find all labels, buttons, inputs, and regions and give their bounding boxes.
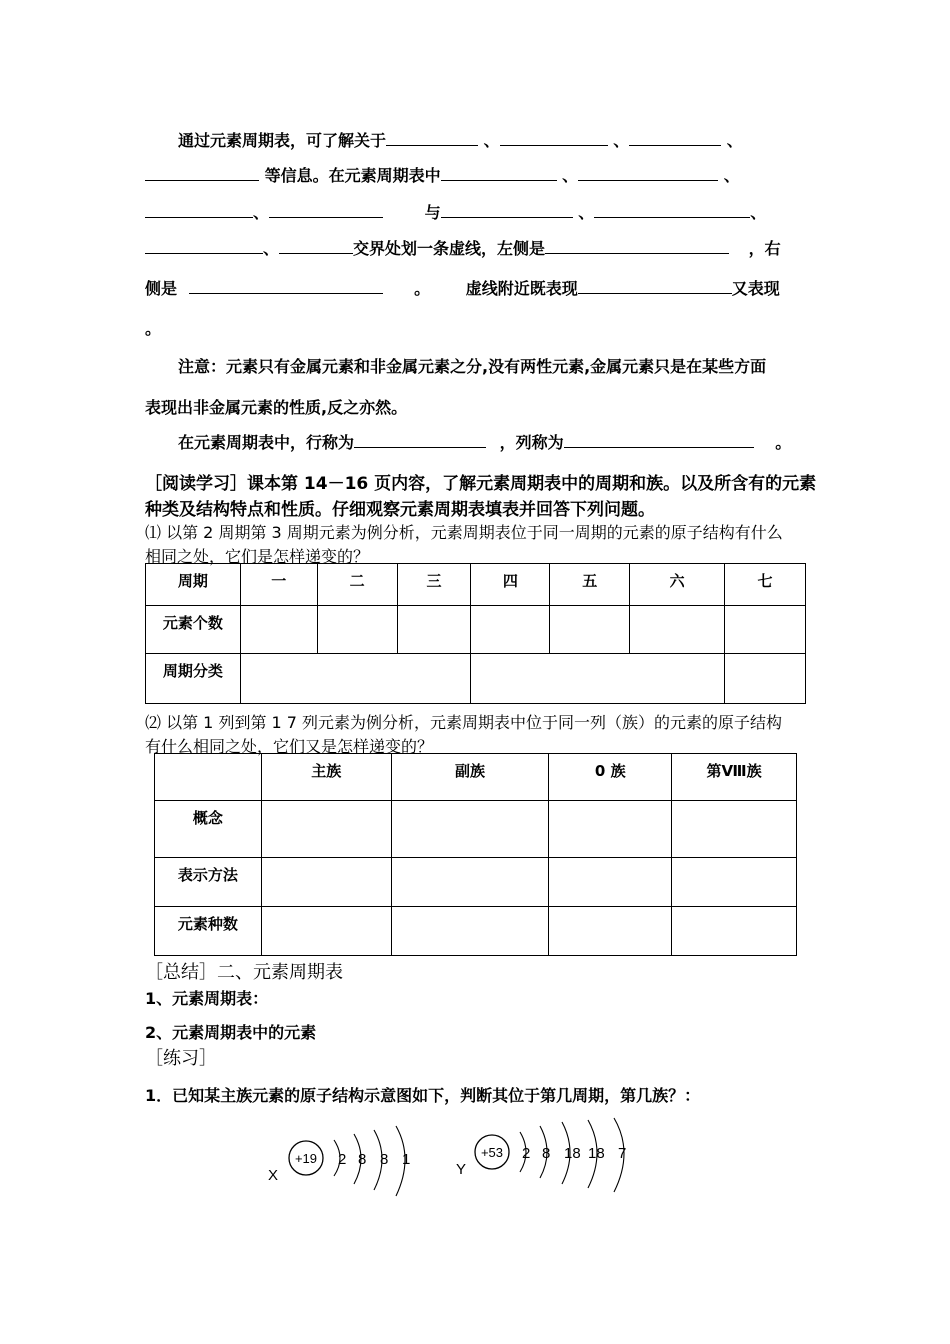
intro-text: 交界处划一条虚线，左侧是 [353,239,546,258]
blank[interactable] [145,238,263,254]
intro-line-3 [145,200,805,223]
shell-electrons: 8 [358,1151,367,1168]
shell-electrons: 2 [522,1145,531,1162]
atom-x-label: X [268,1167,279,1184]
answer-cell[interactable] [261,907,391,956]
blank[interactable] [441,165,557,181]
summary-item-1: 1、元素周期表： [145,989,269,1008]
summary-title: ［总结］二、元素周期表 [145,962,343,983]
blank[interactable] [500,130,608,146]
separator: 、 [483,131,500,150]
intro-text: ，右 [748,239,781,258]
reading-line-2: 种类及结构特点和性质。仔细观察元素周期表填表并回答下列问题。 [145,500,655,520]
separator: 、 [253,203,270,222]
separator: 、 [613,131,630,150]
atom-y-label: Y [456,1161,467,1178]
atom-y-nucleus-charge: +53 [480,1145,504,1160]
atom-x-diagram [262,1120,432,1200]
answer-cell[interactable] [549,858,672,907]
blank[interactable] [145,165,259,181]
blank[interactable] [279,238,353,254]
period-header: 三 [397,564,471,606]
shell-electrons: 7 [618,1145,627,1162]
answer-cell[interactable] [317,606,397,654]
blank[interactable] [189,278,383,294]
intro-line-4 [145,236,805,259]
intro-text: 通过元素周期表，可了解关于 [178,131,387,150]
answer-cell[interactable] [549,907,672,956]
q1-line-2: 相同之处，它们是怎样递变的？ [145,547,370,566]
row-label: 表示方法 [155,858,262,907]
separator: 、 [263,239,280,258]
shell-electrons: 18 [588,1145,605,1162]
blank[interactable] [578,278,732,294]
answer-cell[interactable] [672,858,797,907]
atom-y-diagram [452,1114,642,1194]
intro-line-2 [145,163,805,186]
reading-line-1: ［阅读学习］课本第 14－16 页内容，了解元素周期表中的周期和族。以及所含有的元素 [145,474,817,494]
row-label: 元素种数 [155,907,262,956]
note-text: 注意：元素只有金属元素和非金属元素之分,没有两性元素,金属元素只是在某些方面 [178,357,767,376]
blank[interactable] [386,130,478,146]
intro-line-6: 。 [145,319,162,338]
practice-q1: 1．已知某主族元素的原子结构示意图如下，判断其位于第几周期，第几族？： [145,1086,701,1105]
period-header: 五 [550,564,630,606]
blank[interactable] [354,432,486,448]
group-table [154,753,797,956]
intro-line-1 [145,128,805,151]
answer-cell[interactable] [725,654,806,704]
rowcol-text: 在元素周期表中，行称为 [178,433,355,452]
q1-line-1: ⑴ 以第 2 周期第 3 周期元素为例分析，元素周期表位于同一周期的元素的原子结构有什么 [145,523,783,542]
shell-electrons: 8 [380,1151,389,1168]
period-header: 周期 [146,564,241,606]
summary-item-2: 2、元素周期表中的元素 [145,1023,317,1042]
group-header: 0 族 [549,754,672,801]
separator: 、 [726,131,743,150]
q2-line-2: 有什么相同之处，它们又是怎样递变的？ [145,737,434,756]
answer-cell[interactable] [261,858,391,907]
separator: 、 [578,203,595,222]
answer-cell[interactable] [725,606,806,654]
row-label: 概念 [155,801,262,858]
note-line-2: 表现出非金属元素的性质,反之亦然。 [145,398,408,417]
answer-cell[interactable] [549,801,672,858]
answer-cell[interactable] [391,801,549,858]
row-label: 周期分类 [146,654,241,704]
period-header: 六 [630,564,725,606]
group-header [155,754,262,801]
answer-cell[interactable] [550,606,630,654]
q2-line-1: ⑵ 以第 1 列到第 1 7 列元素为例分析，元素周期表中位于同一列（族）的元素的原子结构 [145,713,783,732]
answer-cell[interactable] [240,606,317,654]
answer-cell[interactable] [397,606,471,654]
shell-electrons: 8 [542,1145,551,1162]
shell-electrons: 1 [402,1151,411,1168]
atom-x-nucleus-charge: +19 [294,1151,318,1166]
answer-cell[interactable] [672,801,797,858]
period-header: 二 [317,564,397,606]
blank[interactable] [564,432,754,448]
intro-text: 又表现 [731,279,780,298]
group-header: 副族 [391,754,549,801]
period-header: 一 [240,564,317,606]
blank[interactable] [594,202,750,218]
rowcol-text: 。 [775,433,792,452]
rowcol-line [145,430,805,453]
separator: 、 [750,203,767,222]
practice-title: ［练习］ [145,1048,217,1069]
blank[interactable] [145,202,253,218]
separator: 、 [562,166,579,185]
period-table [145,563,806,704]
row-label: 元素个数 [146,606,241,654]
note-line-1 [145,354,805,377]
blank[interactable] [545,238,729,254]
blank[interactable] [441,202,573,218]
answer-cell[interactable] [471,654,725,704]
intro-text: 侧是 [145,279,178,298]
answer-cell[interactable] [471,606,550,654]
separator: 、 [723,166,740,185]
group-header: 主族 [261,754,391,801]
answer-cell[interactable] [672,907,797,956]
answer-cell[interactable] [391,858,549,907]
intro-text: 虚线附近既表现 [465,279,578,298]
rowcol-text: ，列称为 [499,433,564,452]
answer-cell[interactable] [391,907,549,956]
intro-line-5 [145,276,805,299]
answer-cell[interactable] [240,654,471,704]
blank[interactable] [269,202,383,218]
group-header: 第Ⅷ族 [672,754,797,801]
shell-electrons: 2 [338,1151,347,1168]
answer-cell[interactable] [261,801,391,858]
period-header: 四 [471,564,550,606]
intro-text: 与 [424,203,441,222]
intro-text: 。 [414,279,431,298]
blank[interactable] [578,165,718,181]
blank[interactable] [629,130,721,146]
answer-cell[interactable] [630,606,725,654]
intro-text: 等信息。在元素周期表中 [264,166,441,185]
period-header: 七 [725,564,806,606]
shell-electrons: 18 [564,1145,581,1162]
